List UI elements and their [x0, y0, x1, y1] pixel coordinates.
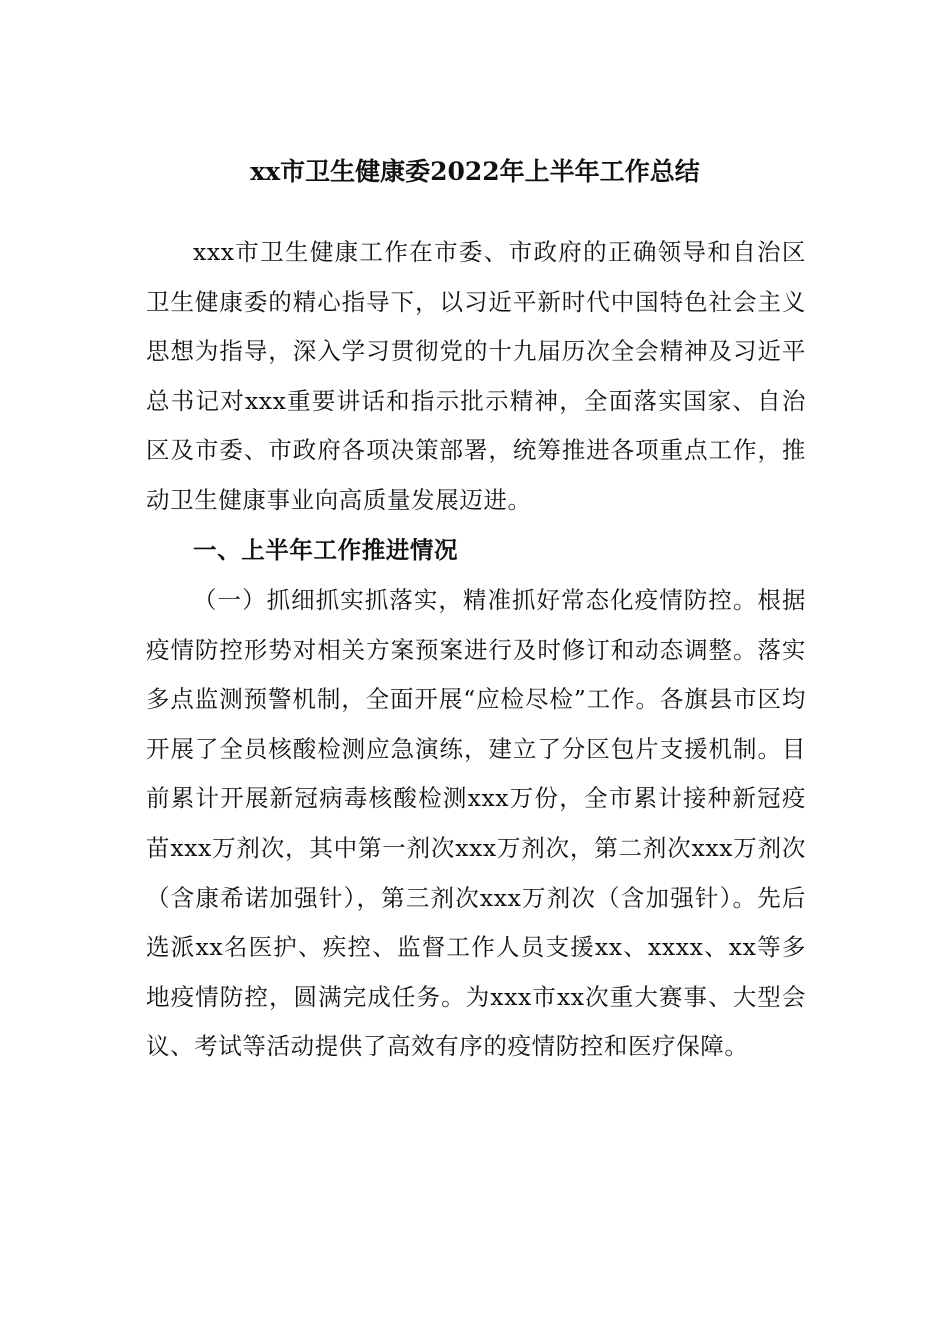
section-heading: 一、上半年工作推进情况 — [193, 536, 459, 564]
section-paragraph: （一）抓细抓实抓落实，精准抓好常态化疫情防控。根据疫情防控形势对相关方案预案进行及时修订和动态调整。落实多点监测预警机制，全面开展“应检尽检”工作。各旗县市区均开展了全员核酸检测应急演练，建立了分区包片支援机制。目前累计开展新冠病毒核酸检测xxx万份，全市累计接种新冠疫苗xxx万剂次，其中第一剂次xxx万剂次，第二剂次xxx万剂次（含康希诺加强针），第三剂次xxx万剂次（含加强针）。先后选派xx名医护、疾控、监督工作人员支援xx、xxxx、xx等多地疫情防控，圆满完成任务。为xxx市xx次重大赛事、大型会议、考试等活动提供了高效有序的疫情防控和医疗保障。 — [146, 586, 806, 1061]
document-title: xx市卫生健康委2022年上半年工作总结 — [250, 157, 700, 186]
intro-paragraph: xxx市卫生健康工作在市委、市政府的正确领导和自治区卫生健康委的精心指导下，以习近平新时代中国特色社会主义思想为指导，深入学习贯彻党的十九届历次全会精神及习近平总书记对xxx重要讲话和指示批示精神，全面落实国家、自治区及市委、市政府各项决策部署，统筹推进各项重点工作，推动卫生健康事业向高质量发展迈进。 — [146, 238, 806, 514]
